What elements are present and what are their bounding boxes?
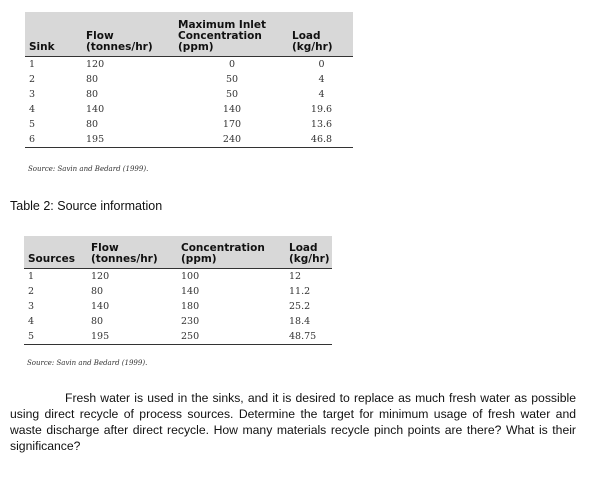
source-table [24,236,332,345]
load-value: 4 [318,73,325,85]
flow-value: 80 [91,285,104,297]
flow-header: Flow (tonnes/hr) [87,236,177,268]
source-id: 3 [28,300,35,312]
table2-caption: Table 2: Source information [10,199,163,213]
flow-value: 80 [86,118,99,130]
load-value: 11.2 [289,285,311,297]
load-value: 46.8 [288,132,353,148]
flow-value: 120 [86,58,105,70]
concentration-value: 250 [177,329,285,345]
sources-header: Sources [24,236,87,268]
table-row [24,314,332,329]
flow-value: 120 [91,270,110,282]
source-id: 5 [24,329,87,345]
table-row [25,117,353,132]
load-value: 4 [318,88,325,100]
flow-value: 195 [87,329,177,345]
sink-id: 2 [29,73,36,85]
concentration-value: 240 [174,132,288,148]
table-row [24,329,332,345]
concentration-value: 140 [222,103,242,115]
load-value: 12 [289,270,302,282]
table-row [24,299,332,314]
concentration-value: 50 [225,88,239,100]
concentration-value: 50 [225,73,239,85]
load-value: 25.2 [289,300,311,312]
load-value: 0 [318,58,325,70]
load-header: Load (kg/hr) [288,12,353,56]
flow-value: 80 [86,88,99,100]
max-inlet-concentration-header: Maximum Inlet Concentration (ppm) [174,12,288,56]
table-row [24,268,332,284]
table2-source-note: Source: Savin and Bedard (1999). [27,359,148,367]
sink-id: 4 [29,103,36,115]
question-paragraph: Fresh water is used in the sinks, and it is desired to replace as much fresh water as possible using direct recycle of process sources. Determine the target for minimum usage of fresh water and waste discharge after direct recycle. How many materials recycle pinch points are there? What is their significance? [10,391,576,453]
load-header: Load (kg/hr) [285,236,332,268]
concentration-header: Concentration (ppm) [177,236,285,268]
concentration-value: 0 [228,58,236,70]
flow-value: 195 [82,132,174,148]
sink-id: 6 [25,132,82,148]
sink-id: 1 [29,58,36,70]
load-value: 13.6 [310,118,333,130]
table-row [25,56,353,72]
flow-value: 140 [86,103,105,115]
flow-value: 80 [86,73,99,85]
concentration-value: 170 [222,118,242,130]
concentration-value: 140 [181,285,200,297]
source-id: 4 [28,315,35,327]
table-row [25,72,353,87]
table1-source-note: Source: Savin and Bedard (1999). [28,165,149,173]
flow-value: 140 [91,300,110,312]
table-row [25,132,353,148]
sink-id: 3 [29,88,36,100]
load-value: 18.4 [289,315,311,327]
concentration-value: 180 [181,300,200,312]
table-row [24,284,332,299]
load-value: 19.6 [310,103,333,115]
sink-id: 5 [29,118,36,130]
load-value: 48.75 [285,329,332,345]
source-id: 1 [28,270,35,282]
table-row [25,102,353,117]
sink-table [25,12,353,148]
concentration-value: 100 [181,270,200,282]
flow-header: Flow (tonnes/hr) [82,12,174,56]
table-row [25,87,353,102]
source-id: 2 [28,285,35,297]
concentration-value: 230 [181,315,200,327]
flow-value: 80 [91,315,104,327]
sink-header: Sink [25,12,82,56]
